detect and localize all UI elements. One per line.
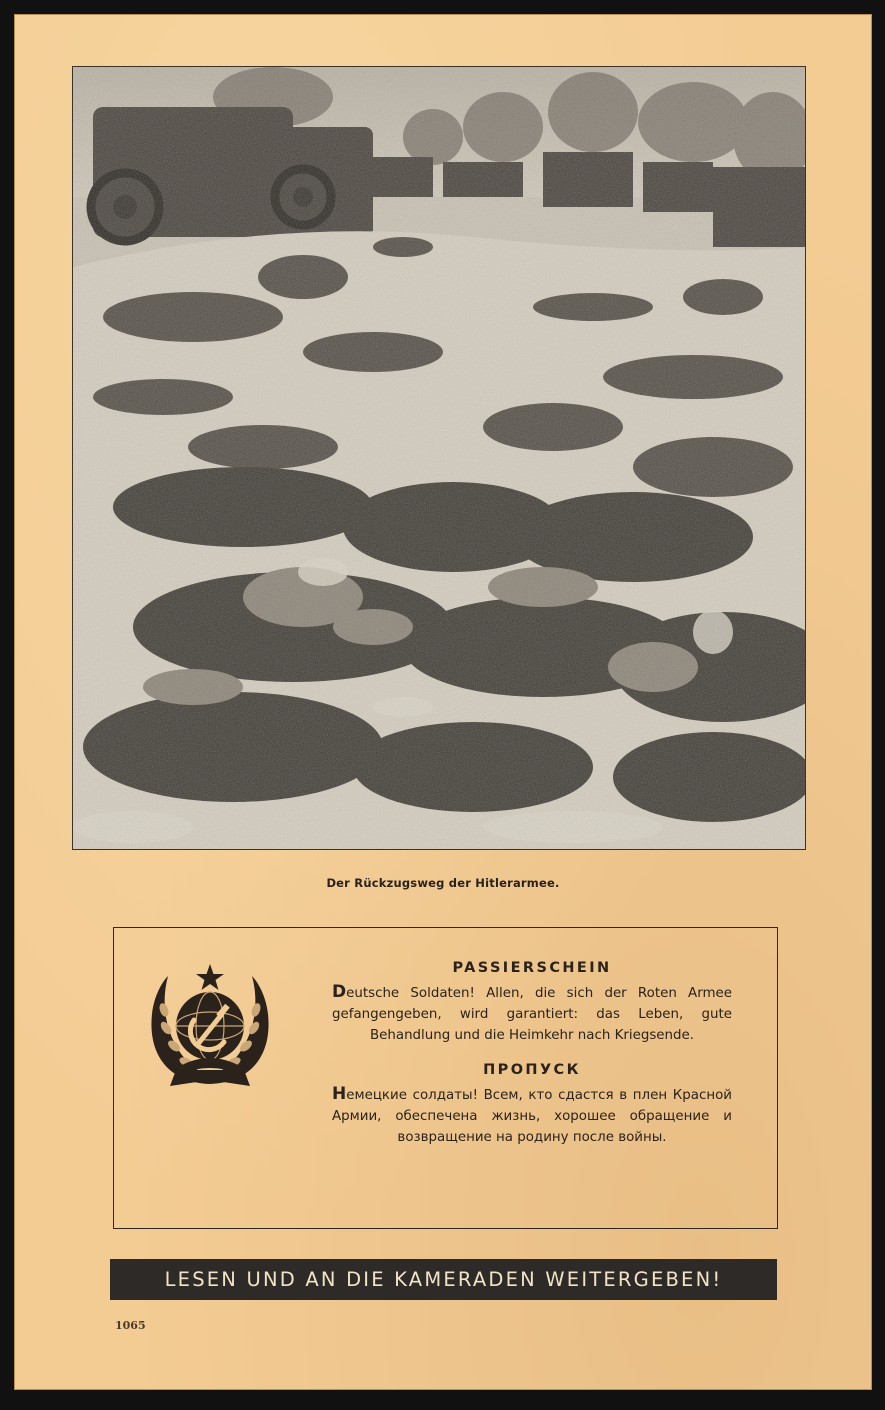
passierschein-text [332,960,732,1148]
war-photograph [72,66,806,850]
leaflet-number: 1065 [115,1319,146,1332]
passierschein-title: PASSIERSCHEIN [452,960,612,976]
passierschein-body-german [332,982,732,1046]
russian-initial-letter: Н [332,1084,347,1104]
leaflet-page [14,14,872,1390]
pass-along-banner: LESEN UND AN DIE KAMERADEN WEITERGEBEN! [110,1259,777,1300]
propusk-body-russian [332,1084,732,1148]
soviet-state-emblem-icon [146,962,274,1094]
battlefield-photo-illustration [73,67,805,849]
german-body-text: eutsche Soldaten! Allen, die sich der Roten Armee gefangengeben, wird garantiert: das Leben, gute Behandlung und die Heimkehr nach Kriegsende. [332,986,732,1043]
passierschein-box [113,927,778,1229]
propusk-title: ПРОПУСК [483,1062,581,1078]
photo-caption: Der Rückzugsweg der Hitlerarmee. [326,876,560,890]
russian-body-text: емецкие солдаты! Всем, кто сдастся в плен Красной Армии, обеспечена жизнь, хорошее обращение и возвращение на родину после войны. [332,1088,732,1145]
german-initial-letter: D [332,982,347,1002]
